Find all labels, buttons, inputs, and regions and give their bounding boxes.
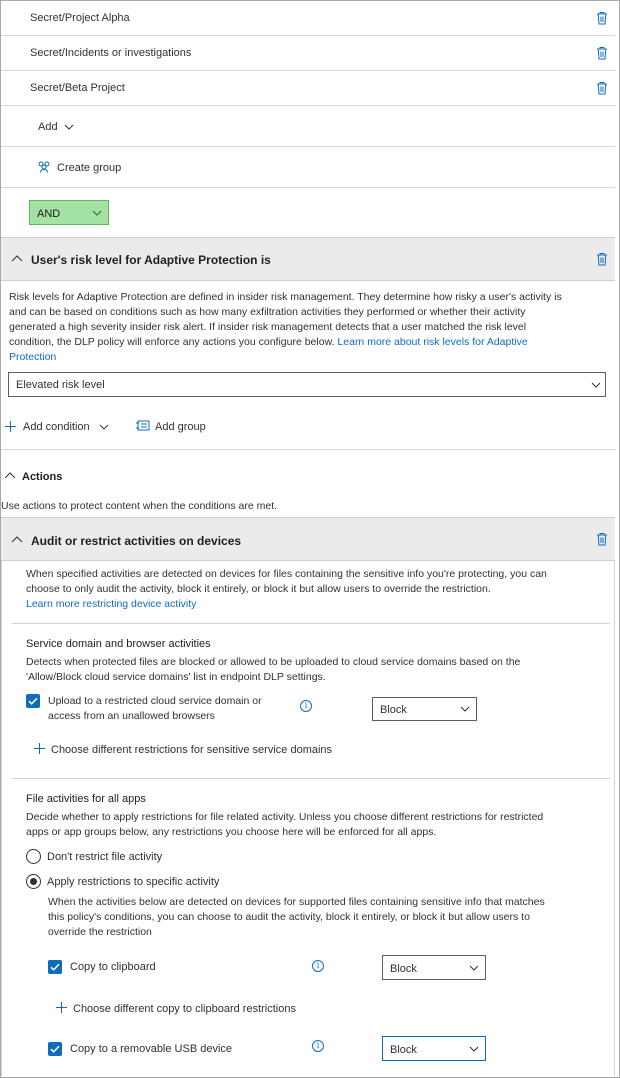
risk-level-value: Elevated risk level [16,379,105,391]
copy-usb-action-select[interactable] [382,1036,486,1061]
upload-restricted-label: Upload to a restricted cloud service domain or access from an unallowed browsers [48,695,262,722]
info-icon[interactable]: i [312,1040,324,1052]
chevron-down-icon[interactable] [99,424,109,430]
info-icon[interactable]: i [312,960,324,972]
trash-icon[interactable] [596,46,608,60]
learn-more-risk-link[interactable]: Learn more about risk levels for Adaptive [337,336,528,348]
radio-apply-restrictions[interactable] [26,874,41,889]
trash-icon[interactable] [596,11,608,25]
chevron-up-icon[interactable] [11,536,21,542]
risk-level-section-header[interactable] [1,237,615,281]
file-activities-heading: File activities for all apps [26,793,146,805]
list-item-label: Secret/Incidents or investigations [30,47,192,59]
audit-section-title: Audit or restrict activities on devices [31,534,242,548]
file-activities-description: Decide whether to apply restrictions for file related activity. Unless you choose different restrictions for restricted apps or app groups below, any restrictions you choose here will be enforced for all apps. [26,811,544,838]
info-icon[interactable]: i [300,700,312,712]
risk-level-select[interactable] [8,372,606,397]
radio-dont-restrict[interactable] [26,849,41,864]
divider [12,623,610,624]
copy-clipboard-label: Copy to clipboard [70,961,156,973]
audit-description: When specified activities are detected on devices for files containing the sensitive info you're protecting, you can choose to only audit the activity, block it entirely, or block it but allow users to override the restriction. Learn more restricting device activity [26,568,547,610]
apply-restrictions-description: When the activities below are detected on devices for supported files containing sensitive info that matches this policy's conditions, you can choose to audit the activity, block it entirely, or block it but allow users to override the restriction [48,896,545,938]
copy-usb-label: Copy to a removable USB device [70,1043,233,1055]
upload-action-value: Block [380,704,407,716]
chevron-down-icon [591,382,601,388]
copy-usb-checkbox[interactable] [48,1042,62,1056]
chevron-down-icon [469,965,479,971]
list-item [1,1,615,36]
radio-apply-restrictions-label: Apply restrictions to specific activity [47,876,220,888]
plus-icon [5,421,16,432]
trash-icon[interactable] [596,252,608,266]
add-group-button[interactable]: Add group [155,421,206,433]
chevron-down-icon [460,706,470,712]
actions-heading: Actions [22,471,63,483]
upload-restricted-checkbox[interactable] [26,694,40,708]
list-item [1,36,615,71]
learn-more-risk-link-cont[interactable]: Protection [9,351,57,363]
list-item-label: Secret/Beta Project [30,82,125,94]
service-domain-description: Detects when protected files are blocked or allowed to be uploaded to cloud service domains based on the 'Allow/Block cloud service domains' list in endpoint DLP settings. [26,656,521,683]
people-group-icon [37,161,51,173]
copy-clipboard-action-value: Block [390,963,417,975]
list-item [1,71,615,106]
choose-service-domain-restrictions[interactable]: Choose different restrictions for sensitive service domains [51,744,333,756]
copy-clipboard-action-select[interactable] [382,955,486,980]
group-icon [136,420,150,431]
learn-more-device-link[interactable]: Learn more restricting device activity [26,598,197,610]
chevron-up-icon[interactable] [4,472,14,478]
radio-dont-restrict-label: Don't restrict file activity [47,851,163,863]
plus-icon [34,743,45,754]
add-condition-button[interactable]: Add condition [23,421,90,433]
actions-description: Use actions to protect content when the conditions are met. [1,500,278,512]
chevron-up-icon[interactable] [11,255,21,261]
condition-toolbar [1,405,615,450]
operator-dropdown[interactable] [29,200,109,225]
trash-icon[interactable] [596,81,608,95]
trash-icon[interactable] [596,532,608,546]
chevron-down-icon [469,1046,479,1052]
copy-clipboard-checkbox[interactable] [48,960,62,974]
risk-level-title: User's risk level for Adaptive Protection is [31,253,271,267]
audit-section-header[interactable] [1,517,615,561]
choose-clipboard-restrictions[interactable]: Choose different copy to clipboard restrictions [73,1003,296,1015]
create-group-row[interactable] [1,148,615,188]
chevron-down-icon [92,210,102,216]
operator-value: AND [37,208,61,220]
chevron-down-icon[interactable] [64,124,74,130]
plus-icon [56,1002,67,1013]
copy-usb-action-value: Block [390,1044,417,1056]
add-row [1,106,615,147]
divider [12,778,610,779]
risk-level-description: Risk levels for Adaptive Protection are defined in insider risk management. They determine how risky a user's activity is and can be based on conditions such as how many exfiltration activities they performed or whether their activity generated a high severity insider risk alert. If insider risk management detects that a user matched the risk level condition, the DLP policy will enforce any actions you configure below. Learn more about risk levels for Adaptive Protection [9,291,562,363]
list-item-label: Secret/Project Alpha [30,12,130,24]
service-domain-heading: Service domain and browser activities [26,638,211,650]
create-group-label: Create group [57,162,122,174]
upload-action-select[interactable] [372,697,477,721]
add-button[interactable]: Add [38,121,58,133]
